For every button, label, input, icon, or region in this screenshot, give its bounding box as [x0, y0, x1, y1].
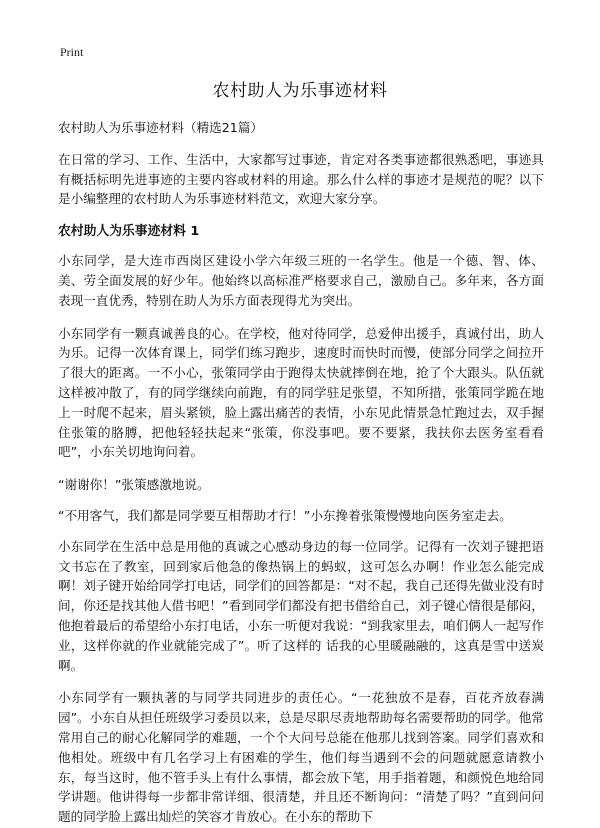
body-paragraph: “谢谢你！”张策感激地说。 [58, 477, 210, 493]
article-subtitle: 农村助人为乐事迹材料（精选21篇） [58, 120, 263, 135]
page-title: 农村助人为乐事迹材料 [212, 81, 388, 101]
body-paragraph: “不用客气，我们都是同学要互相帮助才行！”小东搀着张策慢慢地向医务室走去。 [58, 507, 512, 523]
intro-paragraph: 在日常的学习、工作、生活中，大家都写过事迹，肯定对各类事迹都很熟悉吧，事迹具有概括标明先进事迹的主要内容或材料的用途。那么什么样的事迹才是规范的呢？以下是小编整理的农村助人为乐事迹材料范文，欢迎大家分享。 [58, 151, 544, 207]
body-paragraph: 小东同学在生活中总是用他的真诚之心感动身边的每一位同学。记得有一次刘子键把语文书忘在了教室，回到家后他急的像热锅上的蚂蚁，这可怎么办啊！作业怎么能完成啊！刘子键开始给同学打电话，同学们的回答都是：“对不起，我自己还得先做业没有时间，你还是找其他人借书吧！”看到同学们都没有把书借给自己，刘子键心情很是郁闷，他抱着最后的希望给小东打电话，小东一听便对我说：“到我家里去，咱们俩人一起写作业，这样你就的作业就能完成了”。听了这样的 话我的心里暖融融的，这真是雪中送炭啊。 [58, 538, 544, 673]
body-paragraph: 小东同学，是大连市西岗区建设小学六年级三班的一名学生。他是一个德、智、体、美、劳全面发展的好少年。他始终以高标准严格要求自己，激励自己。多年来，各方面表现一直优秀，特别在助人为乐方面表现得尤为突出。 [58, 253, 544, 308]
print-link[interactable]: Print [60, 45, 84, 59]
article-body [58, 118, 544, 828]
body-paragraph: 小东同学有一颗真诚善良的心。在学校，他对待同学，总爱伸出援手，真诚付出，助人为乐。记得一次体育课上，同学们练习跑步，速度时而快时而慢，使部分同学之间拉开了很大的距离。一不小心，张策同学由于跑得太快就摔倒在地，抢了个大跟头。队伍就这样被冲散了，有的同学继续向前跑，有的同学驻足张望，不知所措，张策同学跪在地上一时爬不起来，眉头紧锁，脸上露出痛苦的表情，小东见此情景急忙跑过去，双手握住张策的胳膊，把他轻轻扶起来“张策，你没事吧。要不要紧，我扶你去医务室看看吧”，小东关切地询问着。 [58, 325, 544, 460]
body-paragraph: 小东同学有一颗执著的与同学共同进步的责任心。“一花独放不是春，百花齐放春满园”。小东自从担任班级学习委员以来，总是尽职尽责地帮助每名需要帮助的同学。他常常用自己的耐心化解同学的难题，一个个大问号总能在他那儿找到答案。同学们喜欢和他相处。班级中有几名学习上有困难的学生，他们每当遇到不会的问题就愿意请教小东，每当这时，他不管手头上有什么事情，都会放下笔，用手指着题，和颜悦色地给同学讲题。他讲得每一步都非常详细、很清楚，并且还不断询问：“清楚了吗？”直到问问题的同学脸上露出灿烂的笑容才肯放心。在小东的帮助下 [58, 690, 544, 825]
section-heading: 农村助人为乐事迹材料 1 [58, 224, 200, 240]
